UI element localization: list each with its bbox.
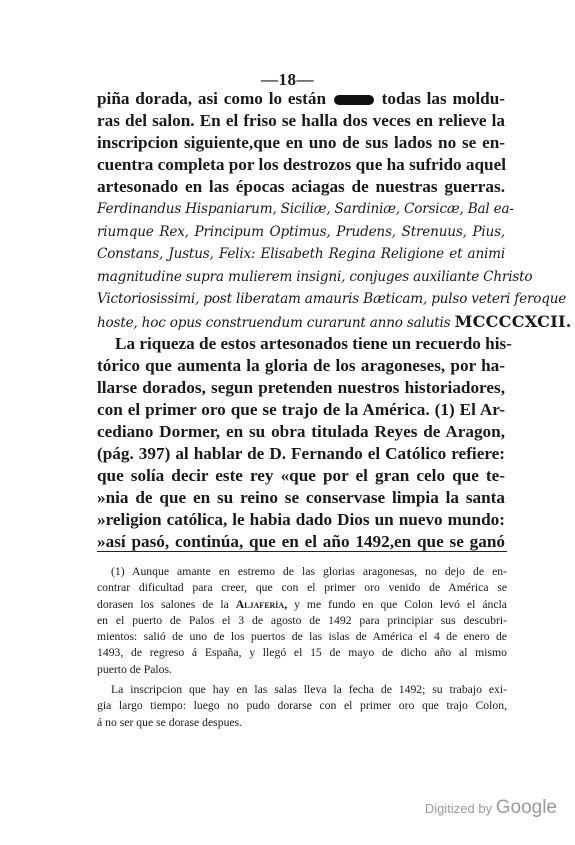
watermark-prefix: Digitized by xyxy=(424,801,496,816)
footnote-line: en el puerto de Palos el 3 de agosto de 1492 para principiar sus descubri- xyxy=(97,613,507,627)
text-line: La riqueza de estos artesonados tiene un recuerdo his- xyxy=(115,334,512,353)
latin-inscription xyxy=(97,198,572,333)
text-line: que solía decir este rey «que por el gran celo que te- xyxy=(97,466,505,485)
text-line xyxy=(97,88,505,110)
inscription-line: Constans, Justus, Felix: Elisabeth Regina Religione et animi xyxy=(97,246,505,262)
text-line: con el primer oro que se trajo de la América. (1) El Ar- xyxy=(97,400,505,419)
digitized-watermark xyxy=(425,797,557,819)
footnote-line: contrar dificultad para creer, que con el primer oro venido de América se xyxy=(97,581,507,595)
text-line: ras del salon. En el friso se halla dos veces en relieve la xyxy=(97,111,505,130)
main-text xyxy=(97,88,572,553)
ink-blot xyxy=(334,95,374,105)
google-logo: Google xyxy=(495,797,557,818)
text-line: llarse dorados, segun pretenden nuestros historiadores, xyxy=(97,378,505,397)
footnote-line: (1) Aunque amante en estremo de las glorias aragonesas, no dejo de en- xyxy=(111,565,507,578)
footnote-smallcaps: Aljafería, xyxy=(235,597,288,611)
text-line: cediano Dormer, en su obra titulada Reyes de Aragon, xyxy=(97,422,505,441)
footnote-fragment: dorasen los salones de la xyxy=(97,597,236,611)
inscription-text: hoste, hoc opus construendum curarunt anno salutis xyxy=(97,314,451,331)
inscription-line: magnitudine supra mulierem insigni, conjuges auxiliante Christo xyxy=(97,268,533,285)
footnote-line: á no ser que se dorase despues. xyxy=(97,715,243,729)
text-line: »religion católica, le habia dado Dios un nuevo mundo: xyxy=(97,510,505,529)
text-fragment: todas las moldu- xyxy=(381,89,505,108)
footnote-line: 1493, de regreso á España, y llegó el 15 de mayo de dicho año al mismo xyxy=(97,646,507,660)
text-line: (pág. 397) al hablar de D. Fernando el Católico refiere: xyxy=(97,444,505,463)
inscription-line xyxy=(97,311,572,334)
page-number: —18— xyxy=(261,70,314,89)
footnote-line: gia largo tiempo: luego no pudo dorarse con el primer oro que trajo Colon, xyxy=(97,699,507,713)
text-line: tórico que aumenta la gloria de los aragoneses, por ha- xyxy=(97,356,505,375)
text-line: cuentra completa por los destrozos que ha sufrido aquel xyxy=(97,155,507,174)
footnote-line: puerto de Palos. xyxy=(97,662,172,676)
text-line: »así pasó, continúa, que en el año 1492,en que se ganó xyxy=(97,532,505,551)
inscription-year: MCCCCXCII. xyxy=(454,311,572,331)
text-line: inscripcion siguiente,que en uno de sus lados no se en- xyxy=(97,133,505,152)
footnote-line: mientos: salió de uno de los puertos de las islas de América el 4 de enero de xyxy=(97,630,507,644)
footnote-divider xyxy=(97,551,507,552)
footnote-line xyxy=(97,597,507,613)
text-fragment: piña dorada, asi como lo están xyxy=(97,89,327,108)
text-line: artesonado en las épocas aciagas de nuestras guerras. xyxy=(97,177,505,196)
inscription-line: Ferdinandus Hispaniarum, Siciliæ, Sardiniæ, Corsicæ, Bal ea- xyxy=(97,201,514,217)
text-line: »nia de que en su reino se conservase limpia la santa xyxy=(97,488,505,507)
footnote-line: La inscripcion que hay en las salas lleva la fecha de 1492; su trabajo exi- xyxy=(111,683,507,697)
footnotes xyxy=(97,564,507,731)
inscription-line: riumque Rex, Principum Optimus, Prudens, Strenuus, Pius, xyxy=(97,223,505,240)
inscription-line: Victoriosissimi, post liberatam amauris Bæticam, pulso veteri feroque xyxy=(97,291,567,307)
footnote-fragment: y me fundo en que Colon levó el áncla xyxy=(287,597,507,611)
